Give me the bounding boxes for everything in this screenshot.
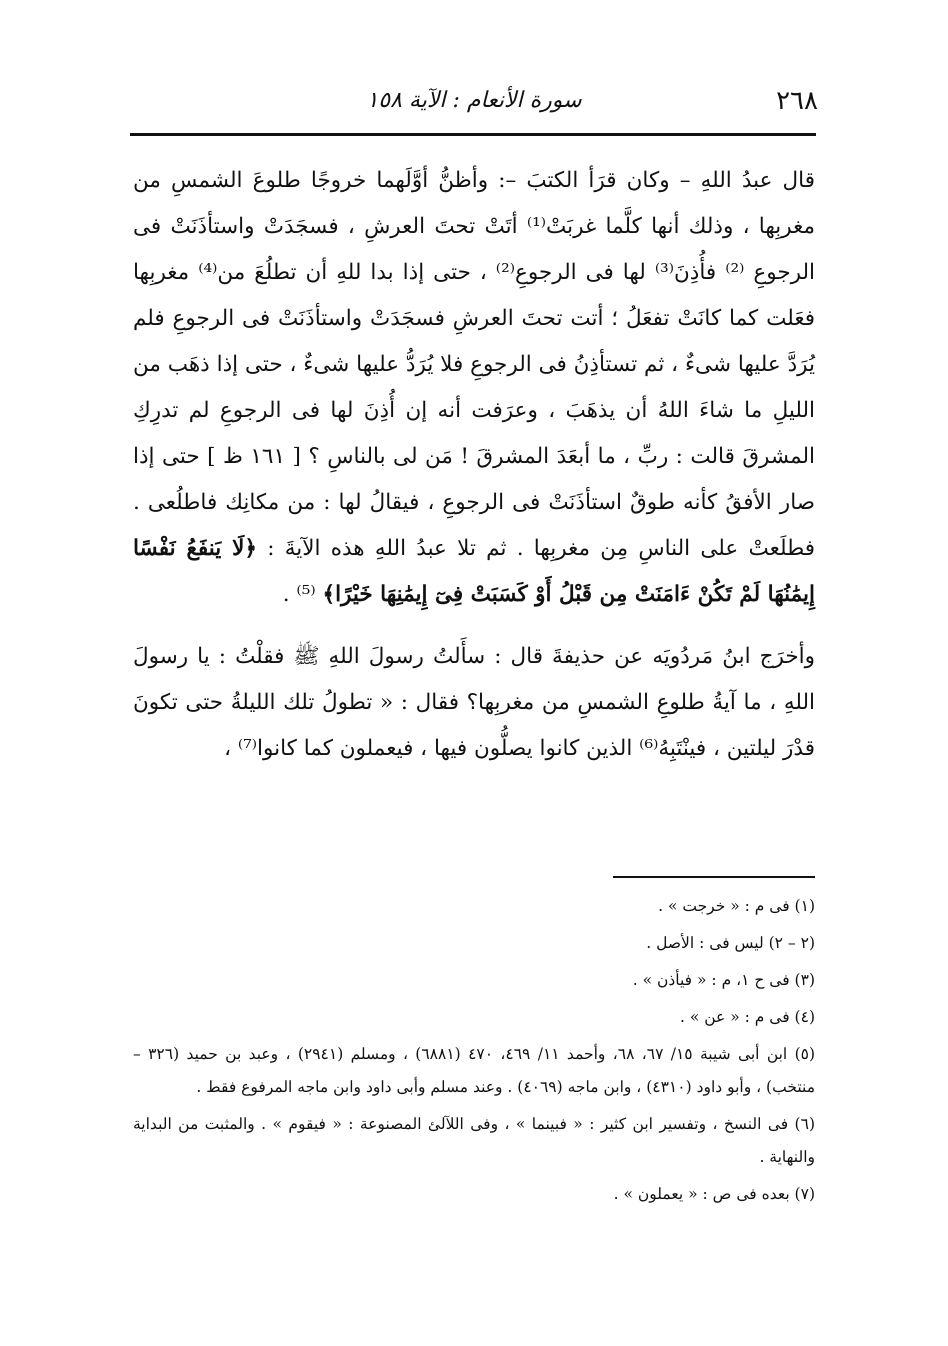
footnote-6: (٦) فى النسخ ، وتفسير ابن كثير : « فبينما » ، وفى اللآلئ المصنوعة : « فيقوم » . والمثبت من البداية والنهاية . — [133, 1115, 815, 1166]
paragraph-1 — [133, 158, 815, 618]
footnote-5: (٥) ابن أبى شيبة ١٥/ ٦٧، ٦٨، وأحمد ١١/ ٤٦٩، ٤٧٠ (٦٨٨١) ، ومسلم (٢٩٤١) ، وعبد بن حميد (٣٢٦ – منتخب) ، وأبو داود (٤٣١٠) ، وابن ماجه (٤٠٦٩) . وعند مسلم وأبى داود وابن ماجه المرفوع فقط . — [133, 1045, 816, 1096]
page-number: ٢٦٨ — [776, 86, 818, 116]
footnote-4: (٤) فى م : « عن » . — [679, 1008, 815, 1026]
footnote-3: (٣) فى ح ١، م : « فيأذن » . — [632, 971, 815, 989]
header-rule — [130, 133, 816, 136]
paragraph-1-end: ⁽⁵⁾ . — [282, 582, 316, 607]
footnotes — [133, 890, 815, 1215]
running-title: سورة الأنعام : الآية ١٥٨ — [366, 88, 582, 113]
paragraph-2: وأخرَج ابنُ مَردُويَه عن حذيفةَ قال : سأَلتُ رسولَ اللهِ ﷺ فقلْتُ : يا رسولَ اللهِ ، ما آيةُ طلوعِ الشمسِ من مغربِها؟ فقال : « تطولُ تلك الليلةُ حتى تكونَ قدْرَ ليلتين ، فينْتَبِهُ⁽⁶⁾ الذين كانوا يصلُّون فيها ، فيعملون كما كانوا⁽⁷⁾ ، — [133, 644, 815, 761]
main-text — [133, 158, 815, 772]
page-header — [130, 80, 818, 124]
footnote-2: (٢ – ٢) ليس فى : الأصل . — [646, 934, 815, 952]
quran-verse: ﴿لَا يَنفَعُ نَفْسًا إِيمَٰنُهَا لَمْ تَكُنْ ءَامَنَتْ مِن قَبْلُ أَوْ كَسَبَتْ فِىٓ إِيمَٰنِهَا خَيْرًا﴾ — [133, 536, 815, 607]
footnote-1: (١) فى م : « خرجت » . — [658, 897, 815, 915]
footnote-rule — [613, 876, 815, 878]
footnote-7: (٧) بعده فى ص : « يعملون » . — [613, 1185, 815, 1203]
paragraph-1-text: قال عبدُ اللهِ – وكان قرَأ الكتبَ –: وأظنُّ أوَّلَهما خروجًا طلوعَ الشمسِ من مغربِها ، وذلك أنها كلَّما غربَتْ⁽¹⁾ أتَتْ تحتَ العرشِ ، فسجَدَتْ واستأذَنَتْ فى الرجوعِ ⁽²⁾ فأُذِنَ⁽³⁾ لها فى الرجوعِ⁽²⁾ ، حتى إذا بدا للهِ أن تطلُعَ من⁽⁴⁾ مغربِها فعَلت كما كانَتْ تفعَلُ ؛ أتت تحتَ العرشِ فسجَدَتْ واستأذَنَتْ فى الرجوعِ فلم يُرَدَّ عليها شىءٌ ، ثم تستأذِنُ فى الرجوعِ فلا يُرَدُّ عليها شىءٌ ، حتى إذا ذهَب من الليلِ ما شاءَ اللهُ أن يذهَبَ ، وعرَفت أنه إن أُذِنَ لها فى الرجوعِ لم تدرِكِ المشرقَ قالت : ربِّ ، ما أبعَدَ المشرقَ ! مَن لى بالناسِ ؟ [ ١٦١ ظ ] حتى إذا صار الأفقُ كأنه طوقٌ استأذَنَتْ فى الرجوعِ ، فيقالُ لها : من مكانِك فاطلُعى . فطلَعتْ على الناسِ مِن مغربِها . ثم تلا عبدُ اللهِ هذه الآيةَ : — [133, 168, 816, 561]
